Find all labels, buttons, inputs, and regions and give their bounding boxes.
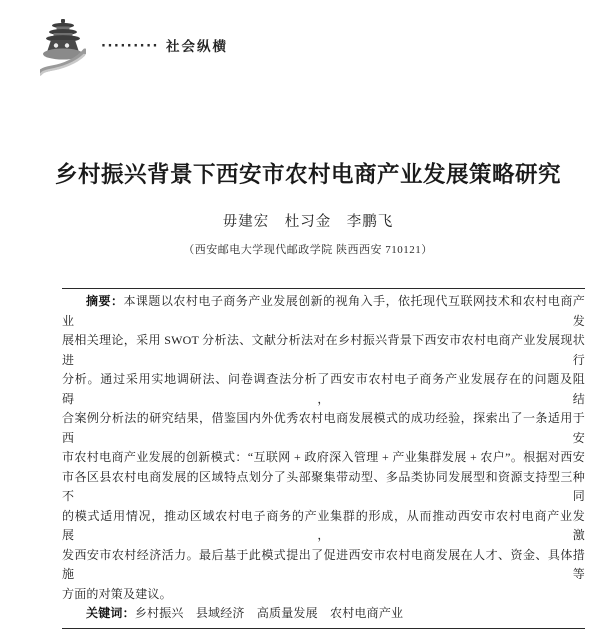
abstract-line: 分析。通过采用实地调研法、问卷调查法分析了西安市农村电子商务产业发展存在的问题及阻碍，结 [62, 372, 585, 406]
abstract-line: 合案例分析法的研究结果，借鉴国内外优秀农村电商发展模式的成功经验，探索出了一条适用于西安 [62, 411, 585, 445]
journal-logo [40, 18, 86, 76]
column-title: 社会纵横 [165, 39, 228, 54]
abstract-text: 本课题以农村电子商务产业发展创新的视角入手，依托现代互联网技术和农村电商产业发 [62, 294, 585, 328]
abstract-line: 发西安市农村经济活力。最后基于此模式提出了促进西安市农村电商发展在人才、资金、具体措施等 [62, 547, 585, 581]
abstract-line: 方面的对策及建议。 [62, 586, 172, 601]
abstract-block [62, 288, 585, 629]
abstract-label: 摘要： [86, 294, 124, 308]
abstract-line [62, 292, 585, 331]
column-header [101, 40, 228, 54]
keywords-line [62, 604, 585, 624]
keywords-label: 关键词： [86, 606, 135, 620]
abstract-line: 市农村电商产业发展的创新模式：“互联网 + 政府深入管理 + 产业集群发展 + 农户”。根据对西安 [62, 450, 585, 464]
author-names: 毋建宏 杜习金 李鹏飞 [222, 214, 394, 230]
leader-dots: ········· [101, 39, 159, 55]
abstract-line: 的模式适用情况，推动区域农村电子商务的产业集群的形成，从而推动西安市农村电商产业发展，激 [62, 508, 585, 542]
author-affiliation: （西安邮电大学现代邮政学院 陕西西安 710121） [183, 244, 433, 256]
keywords-text: 乡村振兴 县域经济 高质量发展 农村电商产业 [134, 606, 404, 620]
pagoda-icon [40, 18, 86, 76]
abstract-line: 展相关理论，采用 SWOT 分析法、文献分析法对在乡村振兴背景下西安市农村电商产业发展现状进行 [62, 333, 585, 367]
abstract-line: 市各区县农村电商发展的区域特点划分了头部聚集带动型、多品类协同发展型和资源支持型三种不同 [62, 469, 585, 503]
article-title: 乡村振兴背景下西安市农村电商产业发展策略研究 [54, 162, 561, 187]
